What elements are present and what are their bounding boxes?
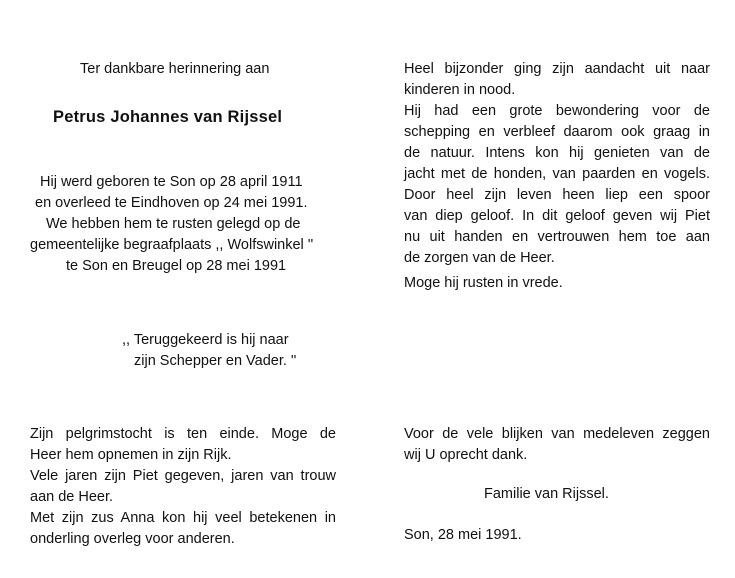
thanks-line: wij U oprecht dank. xyxy=(404,447,528,463)
text-line: nu uit handen en vertrouwen hem toe aan xyxy=(404,229,710,245)
peace-line: Moge hij rusten in vrede. xyxy=(404,275,563,291)
bottom-line: onderling overleg voor anderen. xyxy=(30,531,235,547)
text-line: kinderen in nood. xyxy=(404,82,516,98)
quote-line: zijn Schepper en Vader. '' xyxy=(134,353,297,369)
text-line: de zorgen van de Heer. xyxy=(404,250,555,266)
bio-line: gemeentelijke begraafplaats ,, Wolfswinkel '' xyxy=(30,237,314,253)
family-signature: Familie van Rijssel. xyxy=(484,486,609,502)
intro-line: Ter dankbare herinnering aan xyxy=(80,61,270,77)
bottom-line: Vele jaren zijn Piet gegeven, jaren van trouw xyxy=(30,468,336,484)
text-line: Heel bijzonder ging zijn aandacht uit naar xyxy=(404,61,710,77)
bottom-line: Zijn pelgrimstocht is ten einde. Moge de xyxy=(30,426,336,442)
bottom-line: aan de Heer. xyxy=(30,489,114,505)
bio-line: We hebben hem te rusten gelegd op de xyxy=(46,216,301,232)
bottom-line: Heer hem opnemen in zijn Rijk. xyxy=(30,447,232,463)
text-line: jacht met de honden, van paarden en vogels. xyxy=(404,166,710,182)
text-line: Door heel zijn leven heen liep een spoor xyxy=(404,187,710,203)
quote-line: ,, Teruggekeerd is hij naar xyxy=(122,332,289,348)
text-line: de natuur. Intens kon hij genieten van de xyxy=(404,145,710,161)
place-date: Son, 28 mei 1991. xyxy=(404,527,522,543)
bio-line: en overleed te Eindhoven op 24 mei 1991. xyxy=(35,195,308,211)
bottom-line: Met zijn zus Anna kon hij veel betekenen in xyxy=(30,510,336,526)
deceased-name: Petrus Johannes van Rijssel xyxy=(53,108,283,126)
thanks-line: Voor de vele blijken van medeleven zeggen xyxy=(404,426,710,442)
bio-line: te Son en Breugel op 28 mei 1991 xyxy=(66,258,287,274)
bio-line: Hij werd geboren te Son op 28 april 1911 xyxy=(40,174,303,190)
text-line: schepping en verbleef daarom ook graag in xyxy=(404,124,710,140)
text-line: van diep geloof. In dit geloof geven wij Piet xyxy=(404,208,710,224)
text-line: Hij had een grote bewondering voor de xyxy=(404,103,710,119)
